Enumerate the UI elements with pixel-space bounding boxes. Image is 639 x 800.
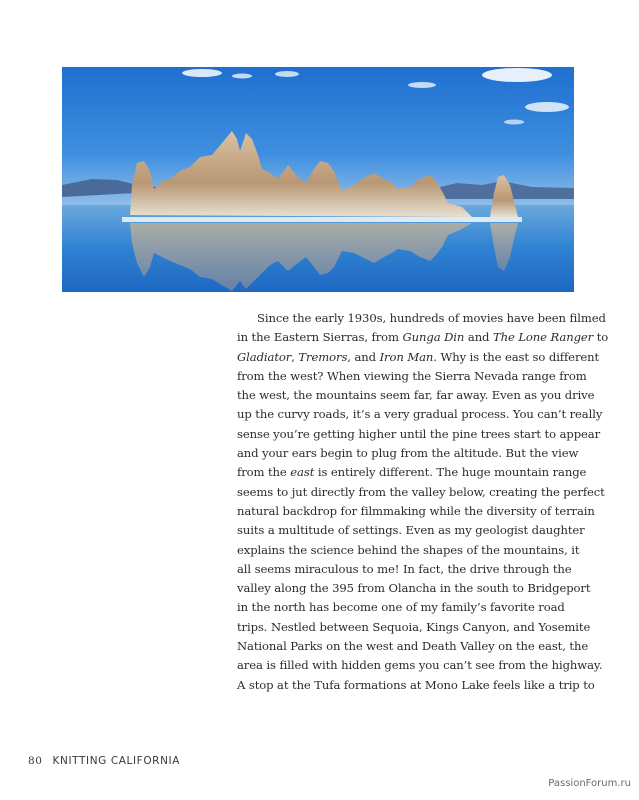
body-line: suits a multitude of settings. Even as my geologist daughter (237, 523, 585, 538)
body-line: all seems miraculous to me! In fact, the drive through the (237, 561, 572, 576)
text-run: is entirely different. The huge mountain range (314, 465, 587, 480)
movie-title: Tremors (298, 349, 348, 364)
body-line: explains the science behind the shapes of the mountains, it (237, 542, 580, 557)
body-line (237, 348, 600, 367)
movie-title: Iron Man (379, 349, 434, 364)
body-paragraph (237, 309, 609, 695)
text-run: to (593, 330, 609, 345)
movie-title: Gladiator (237, 349, 292, 364)
page-number: 80 (28, 755, 43, 767)
text-run: , (291, 349, 299, 364)
body-line: the west, the mountains seem far, far away. Even as you drive (237, 388, 595, 403)
body-line: from the west? When viewing the Sierra Nevada range from (237, 368, 587, 383)
movie-title: The Lone Ranger (492, 330, 594, 345)
text-run: , and (347, 349, 380, 364)
emphasis: east (290, 465, 315, 480)
text-run: . Why is the east so different (433, 349, 600, 364)
body-line: and your ears begin to plug from the altitude. But the view (237, 446, 579, 461)
body-line: up the curvy roads, it’s a very gradual process. You can’t really (237, 407, 603, 422)
body-line: area is filled with hidden gems you can’t see from the highway. (237, 658, 603, 673)
body-line: National Parks on the west and Death Valley on the east, the (237, 639, 589, 654)
body-line: sense you’re getting higher until the pine trees start to appear (237, 426, 601, 441)
body-line: Since the early 1930s, hundreds of movies have been filmed (257, 311, 606, 325)
body-line (237, 463, 587, 482)
body-line: A stop at the Tufa formations at Mono Lake feels like a trip to (237, 677, 595, 692)
watermark: PassionForum.ru (548, 778, 631, 789)
page-footer (28, 755, 180, 767)
movie-title: Gunga Din (402, 330, 465, 345)
body-line: seems to jut directly from the valley below, creating the perfect (237, 484, 605, 499)
mono-lake-tufa-illustration (62, 67, 574, 292)
body-line (237, 328, 609, 347)
mono-lake-photo (62, 67, 574, 292)
body-line: valley along the 395 from Olancha in the south to Bridgeport (237, 581, 591, 596)
body-line: natural backdrop for filmmaking while the diversity of terrain (237, 503, 595, 518)
body-line: trips. Nestled between Sequoia, Kings Canyon, and Yosemite (237, 619, 591, 634)
text-run: and (464, 330, 493, 345)
text-run: from the (237, 465, 291, 480)
text-run: in the Eastern Sierras, from (237, 330, 403, 345)
body-line: in the north has become one of my family’s favorite road (237, 600, 565, 615)
running-title: KNITTING CALIFORNIA (52, 755, 181, 767)
